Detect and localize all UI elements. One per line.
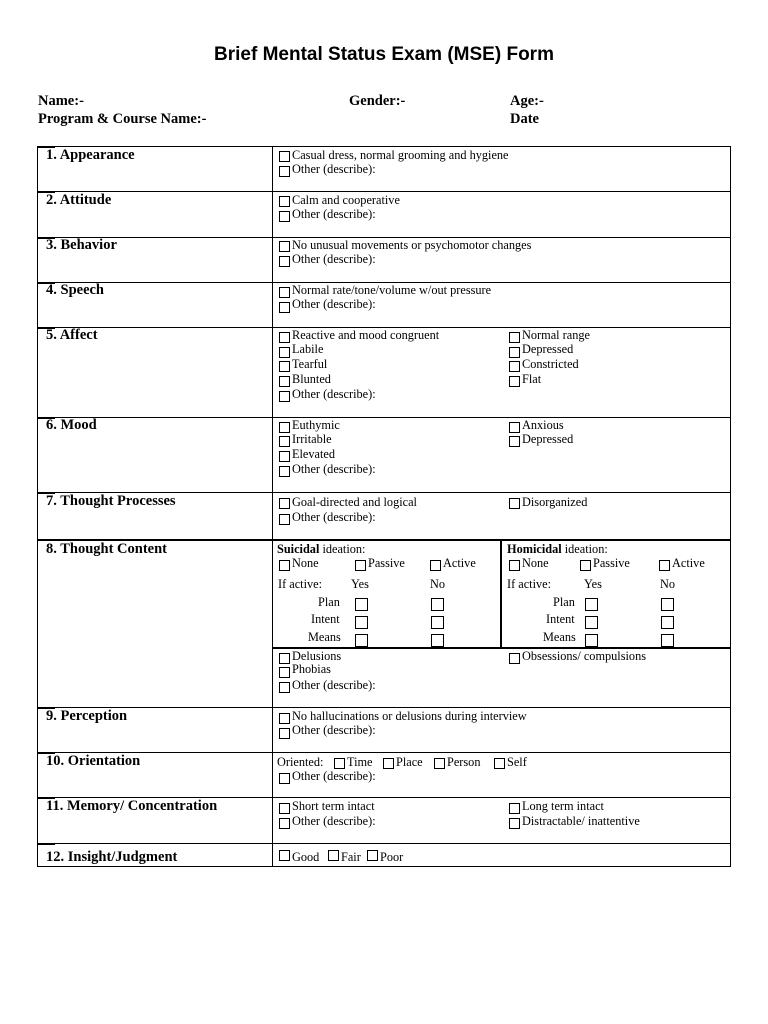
memory-distractable-checkbox[interactable]: [509, 818, 520, 829]
mood-depressed-checkbox[interactable]: [509, 436, 520, 447]
affect-normal-range-text: Normal range: [522, 328, 590, 342]
memory-other-checkbox[interactable]: [279, 818, 290, 829]
program-course-label: Program & Course Name:-: [38, 111, 207, 127]
insight-good-checkbox[interactable]: [279, 850, 290, 861]
affect-flat-checkbox[interactable]: [509, 376, 520, 387]
delusions-checkbox[interactable]: [279, 653, 290, 664]
suicidal-if-active-text: If active:: [278, 577, 323, 591]
attitude-label: 2. Attitude: [46, 192, 112, 208]
suicidal-intent-no-checkbox[interactable]: [431, 616, 444, 629]
homicidal-plan-text: Plan: [553, 595, 575, 609]
phobias-text: Phobias: [292, 662, 331, 676]
appearance-other-text: Other (describe):: [292, 162, 376, 176]
appearance-other-checkbox[interactable]: [279, 166, 290, 177]
perception-other-text: Other (describe):: [292, 723, 376, 737]
homicidal-plan-yes-checkbox[interactable]: [585, 598, 598, 611]
thought-goal-directed-checkbox[interactable]: [279, 498, 290, 509]
attitude-calm-checkbox[interactable]: [279, 196, 290, 207]
suicidal-yes-header: Yes: [351, 577, 369, 591]
oriented-place-text: Place: [396, 755, 423, 769]
homicidal-intent-text: Intent: [546, 612, 575, 626]
attitude-calm-text: Calm and cooperative: [292, 193, 400, 207]
mood-irritable-checkbox[interactable]: [279, 436, 290, 447]
thought-content-other-text: Other (describe):: [292, 678, 376, 692]
affect-depressed-text: Depressed: [522, 342, 574, 356]
homicidal-intent-yes-checkbox[interactable]: [585, 616, 598, 629]
homicidal-no-header: No: [660, 577, 676, 591]
oriented-self-checkbox[interactable]: [494, 758, 505, 769]
mood-irritable-text: Irritable: [292, 432, 332, 446]
affect-reactive-text: Reactive and mood congruent: [292, 328, 440, 342]
memory-other-text: Other (describe):: [292, 814, 376, 828]
page-title: Brief Mental Status Exam (MSE) Form: [214, 44, 554, 65]
mood-elevated-text: Elevated: [292, 447, 336, 461]
suicidal-none-checkbox[interactable]: [279, 560, 290, 571]
mood-other-checkbox[interactable]: [279, 466, 290, 477]
perception-other-checkbox[interactable]: [279, 728, 290, 739]
thought-disorganized-text: Disorganized: [522, 495, 588, 509]
behavior-other-checkbox[interactable]: [279, 256, 290, 267]
suicidal-passive-checkbox[interactable]: [355, 560, 366, 571]
suicidal-means-yes-checkbox[interactable]: [355, 634, 368, 647]
orientation-other-text: Other (describe):: [292, 769, 376, 783]
gender-label: Gender:-: [349, 93, 406, 109]
homicidal-active-text: Active: [672, 556, 705, 570]
obsessions-text: Obsessions/ compulsions: [522, 649, 647, 663]
obsessions-checkbox[interactable]: [509, 653, 520, 664]
perception-normal-text: No hallucinations or delusions during interview: [292, 709, 527, 723]
speech-other-text: Other (describe):: [292, 297, 376, 311]
orientation-other-checkbox[interactable]: [279, 773, 290, 784]
appearance-normal-checkbox[interactable]: [279, 151, 290, 162]
homicidal-active-checkbox[interactable]: [659, 560, 670, 571]
suicidal-means-text: Means: [308, 630, 341, 644]
affect-depressed-checkbox[interactable]: [509, 347, 520, 358]
homicidal-means-no-checkbox[interactable]: [661, 634, 674, 647]
suicidal-active-text: Active: [443, 556, 476, 570]
appearance-label: 1. Appearance: [46, 147, 135, 163]
attitude-other-text: Other (describe):: [292, 207, 376, 221]
homicidal-passive-text: Passive: [593, 556, 630, 570]
insight-fair-text: Fair: [341, 850, 361, 864]
homicidal-plan-no-checkbox[interactable]: [661, 598, 674, 611]
affect-reactive-checkbox[interactable]: [279, 332, 290, 343]
behavior-label: 3. Behavior: [46, 237, 117, 253]
appearance-normal-text: Casual dress, normal grooming and hygiene: [292, 148, 509, 162]
speech-normal-text: Normal rate/tone/volume w/out pressure: [292, 283, 492, 297]
insight-label: 12. Insight/Judgment: [46, 849, 178, 865]
homicidal-if-active-text: If active:: [507, 577, 552, 591]
mood-depressed-text: Depressed: [522, 432, 574, 446]
oriented-text: Oriented:: [277, 755, 324, 769]
perception-label: 9. Perception: [46, 708, 128, 724]
homicidal-means-yes-checkbox[interactable]: [585, 634, 598, 647]
suicidal-plan-no-checkbox[interactable]: [431, 598, 444, 611]
homicidal-passive-checkbox[interactable]: [580, 560, 591, 571]
mood-anxious-checkbox[interactable]: [509, 422, 520, 433]
insight-fair-checkbox[interactable]: [328, 850, 339, 861]
suicidal-ideation-heading: Suicidal ideation:: [277, 542, 366, 556]
affect-label: 5. Affect: [46, 327, 98, 343]
attitude-other-checkbox[interactable]: [279, 211, 290, 222]
memory-long-term-text: Long term intact: [522, 799, 604, 813]
age-label: Age:-: [510, 93, 544, 109]
speech-normal-checkbox[interactable]: [279, 287, 290, 298]
affect-constricted-checkbox[interactable]: [509, 361, 520, 372]
thought-processes-other-text: Other (describe):: [292, 510, 376, 524]
suicidal-plan-yes-checkbox[interactable]: [355, 598, 368, 611]
homicidal-means-text: Means: [543, 630, 576, 644]
affect-blunted-checkbox[interactable]: [279, 376, 290, 387]
homicidal-yes-header: Yes: [584, 577, 602, 591]
date-label: Date: [510, 111, 539, 127]
oriented-person-text: Person: [447, 755, 481, 769]
affect-blunted-text: Blunted: [292, 372, 331, 386]
homicidal-intent-no-checkbox[interactable]: [661, 616, 674, 629]
mood-euthymic-text: Euthymic: [292, 418, 340, 432]
affect-tearful-text: Tearful: [292, 357, 328, 371]
memory-label: 11. Memory/ Concentration: [46, 798, 218, 814]
suicidal-intent-text: Intent: [311, 612, 340, 626]
insight-poor-text: Poor: [380, 850, 404, 864]
insight-good-text: Good: [292, 850, 320, 864]
suicidal-no-header: No: [430, 577, 446, 591]
perception-normal-checkbox[interactable]: [279, 713, 290, 724]
memory-distractable-text: Distractable/ inattentive: [522, 814, 640, 828]
phobias-checkbox[interactable]: [279, 667, 290, 678]
affect-flat-text: Flat: [522, 372, 542, 386]
affect-labile-text: Labile: [292, 342, 324, 356]
speech-label: 4. Speech: [46, 282, 104, 298]
name-label: Name:-: [38, 93, 84, 109]
oriented-place-checkbox[interactable]: [383, 758, 394, 769]
affect-constricted-text: Constricted: [522, 357, 579, 371]
affect-other-text: Other (describe):: [292, 387, 376, 401]
suicidal-none-text: None: [292, 556, 319, 570]
memory-short-term-checkbox[interactable]: [279, 803, 290, 814]
mood-elevated-checkbox[interactable]: [279, 451, 290, 462]
behavior-normal-checkbox[interactable]: [279, 241, 290, 252]
thought-content-label: 8. Thought Content: [46, 541, 167, 557]
mood-anxious-text: Anxious: [522, 418, 564, 432]
thought-processes-other-checkbox[interactable]: [279, 514, 290, 525]
suicidal-means-no-checkbox[interactable]: [431, 634, 444, 647]
speech-other-checkbox[interactable]: [279, 302, 290, 313]
oriented-time-text: Time: [347, 755, 373, 769]
thought-disorganized-checkbox[interactable]: [509, 498, 520, 509]
suicidal-active-checkbox[interactable]: [430, 560, 441, 571]
orientation-label: 10. Orientation: [46, 753, 141, 769]
affect-labile-checkbox[interactable]: [279, 347, 290, 358]
mood-euthymic-checkbox[interactable]: [279, 422, 290, 433]
affect-tearful-checkbox[interactable]: [279, 361, 290, 372]
memory-short-term-text: Short term intact: [292, 799, 375, 813]
thought-processes-label: 7. Thought Processes: [46, 493, 176, 509]
delusions-text: Delusions: [292, 649, 342, 663]
thought-content-other-checkbox[interactable]: [279, 682, 290, 693]
suicidal-plan-text: Plan: [318, 595, 340, 609]
behavior-normal-text: No unusual movements or psychomotor changes: [292, 238, 532, 252]
affect-normal-range-checkbox[interactable]: [509, 332, 520, 343]
oriented-self-text: Self: [507, 755, 527, 769]
mood-label: 6. Mood: [46, 417, 97, 433]
memory-long-term-checkbox[interactable]: [509, 803, 520, 814]
homicidal-ideation-heading: Homicidal ideation:: [507, 542, 608, 556]
oriented-person-checkbox[interactable]: [434, 758, 445, 769]
suicidal-intent-yes-checkbox[interactable]: [355, 616, 368, 629]
homicidal-none-text: None: [522, 556, 549, 570]
suicidal-passive-text: Passive: [368, 556, 405, 570]
affect-other-checkbox[interactable]: [279, 391, 290, 402]
homicidal-none-checkbox[interactable]: [509, 560, 520, 571]
mood-other-text: Other (describe):: [292, 462, 376, 476]
thought-goal-directed-text: Goal-directed and logical: [292, 495, 417, 509]
behavior-other-text: Other (describe):: [292, 252, 376, 266]
insight-poor-checkbox[interactable]: [367, 850, 378, 861]
oriented-time-checkbox[interactable]: [334, 758, 345, 769]
